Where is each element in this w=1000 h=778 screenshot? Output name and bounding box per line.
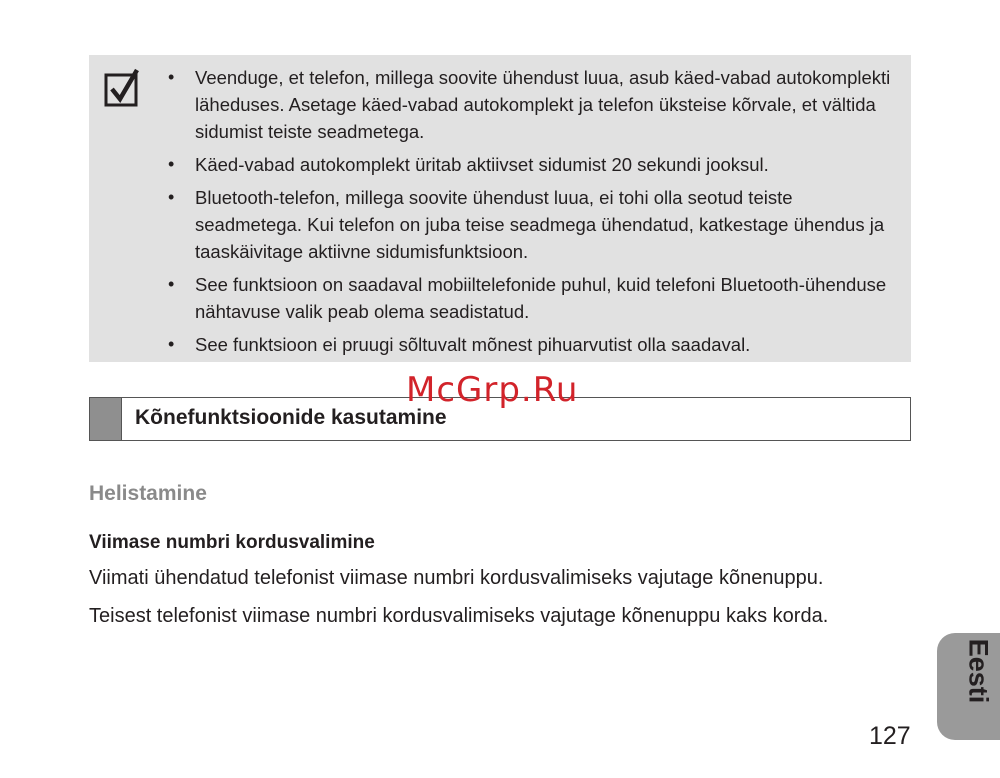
watermark: McGrp.Ru — [406, 370, 579, 410]
note-item: • See funktsioon ei pruugi sõltuvalt mõnest pihuarvutist olla saadaval. — [168, 331, 898, 358]
paragraph: Viimati ühendatud telefonist viimase numbri kordusvalimiseks vajutage kõnenuppu. — [89, 567, 824, 589]
checkbox-note-icon — [104, 67, 140, 107]
note-list — [168, 64, 898, 364]
page-number: 127 — [869, 722, 911, 750]
paragraph: Teisest telefonist viimase numbri kordusvalimiseks vajutage kõnenuppu kaks korda. — [89, 605, 829, 627]
note-item: • See funktsioon on saadaval mobiiltelefonide puhul, kuid telefoni Bluetooth-ühenduse nähtavuse valik peab olema seadistatud. — [168, 271, 898, 325]
subsubsection-title: Viimase numbri kordusvalimine — [89, 532, 375, 553]
subsection-title: Helistamine — [89, 482, 207, 505]
note-item: • Käed-vabad autokomplekt üritab aktiivset sidumist 20 sekundi jooksul. — [168, 151, 898, 178]
section-marker — [90, 398, 122, 440]
note-item: • Bluetooth-telefon, millega soovite ühendust luua, ei tohi olla seotud teiste seadmetega. Kui telefon on juba teise seadmega ühendatud, katkestage ühendus ja taaskäivitage aktiivne sidumisfunktsioon. — [168, 184, 898, 265]
language-tab-label: Eesti — [963, 638, 994, 704]
note-item: • Veenduge, et telefon, millega soovite ühendust luua, asub käed-vabad autokomplekti läheduses. Asetage käed-vabad autokomplekt ja telefon üksteise kõrvale, et vältida sidumist teiste seadmetega. — [168, 64, 898, 145]
section-title: Kõnefunktsioonide kasutamine — [135, 406, 447, 429]
